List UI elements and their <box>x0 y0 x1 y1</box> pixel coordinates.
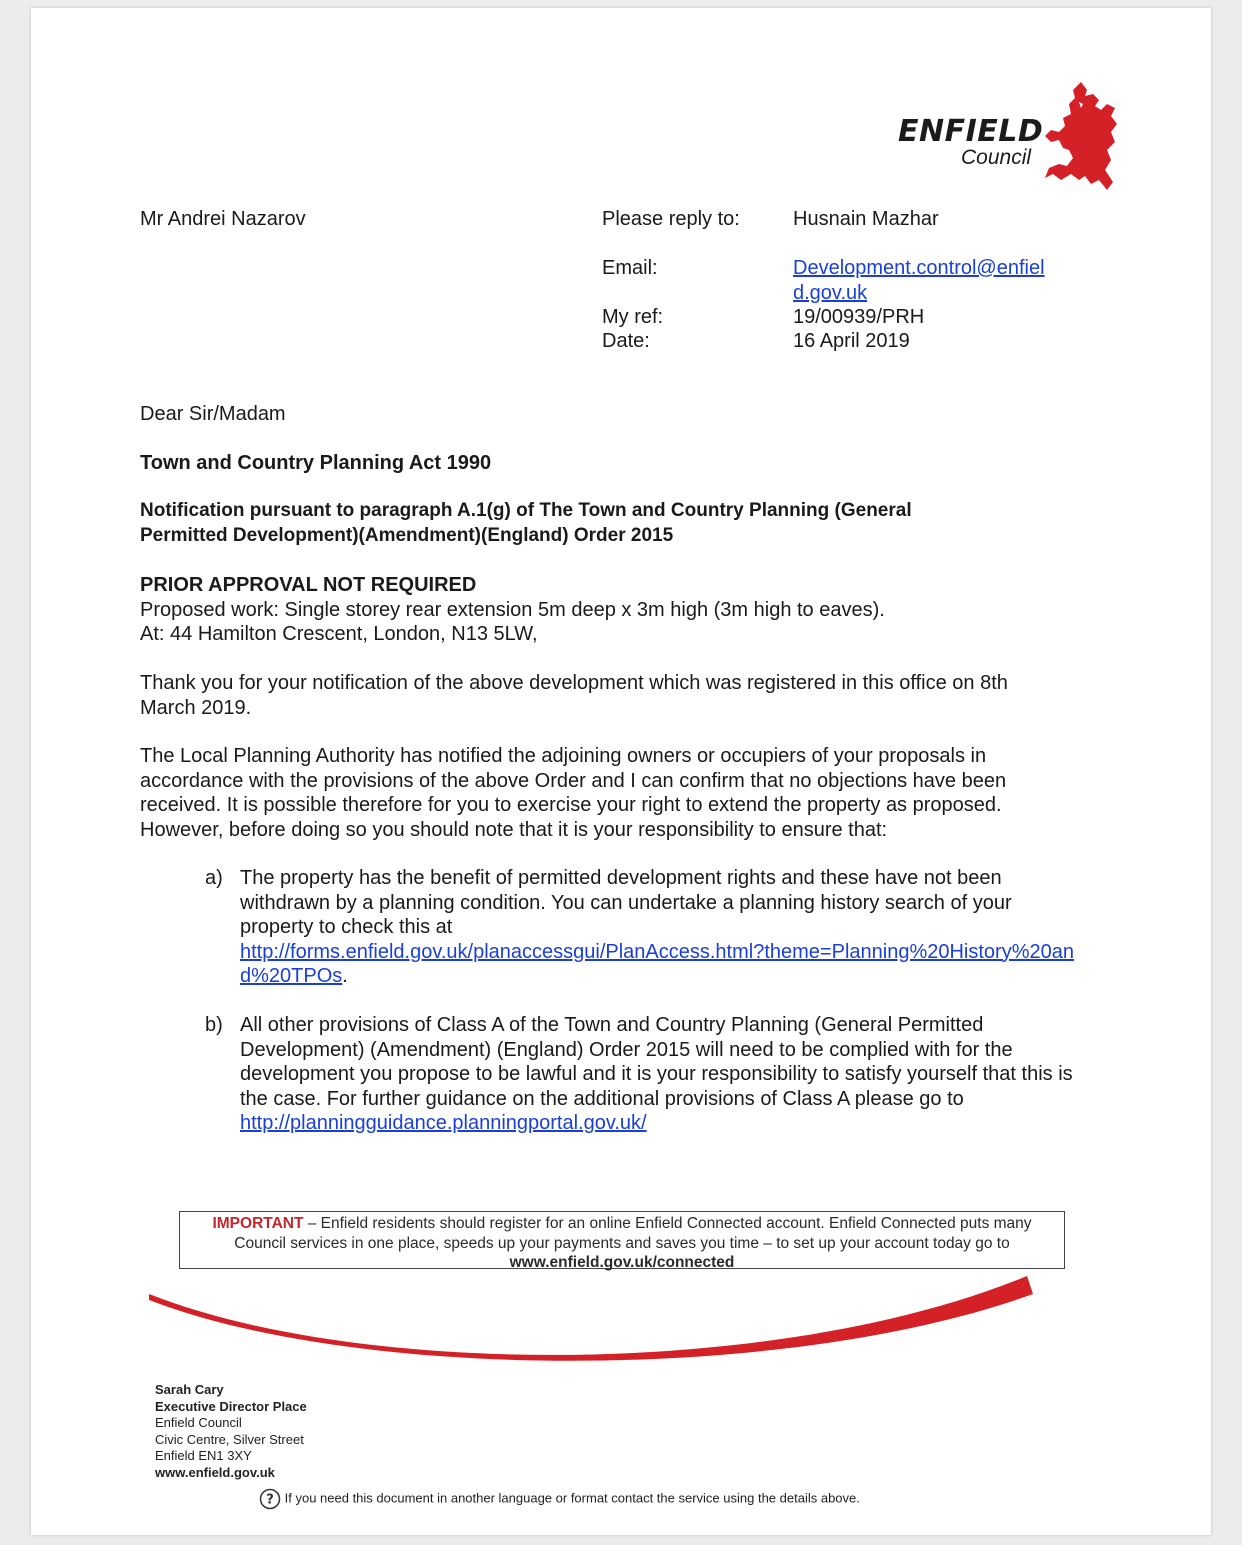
recipient-name: Mr Andrei Nazarov <box>140 208 306 230</box>
ref-label: My ref: <box>602 306 664 328</box>
list-line: property to check this at <box>240 916 453 938</box>
list-line: The property has the benefit of permitted development rights and these have not been <box>240 867 1002 889</box>
heading-notification <box>140 499 912 548</box>
svg-text:?: ? <box>266 1492 274 1508</box>
footer-role: Executive Director Place <box>155 1398 307 1414</box>
decision-work: Proposed work: Single storey rear extension 5m deep x 3m high (3m high to eaves). <box>140 598 885 621</box>
paragraph-authority <box>140 744 1006 842</box>
footer-help <box>259 1488 860 1510</box>
list-marker-a: a) <box>205 867 223 889</box>
planning-portal-link[interactable]: http://planningguidance.planningportal.gov.uk/ <box>240 1112 647 1134</box>
footer-name: Sarah Cary <box>155 1382 224 1397</box>
paragraph-line: The Local Planning Authority has notified the adjoining owners or occupiers of your proposals in <box>140 745 987 767</box>
decision-title: PRIOR APPROVAL NOT REQUIRED <box>140 574 477 596</box>
important-notice <box>179 1211 1065 1269</box>
email-link[interactable] <box>793 256 1045 305</box>
important-word: IMPORTANT <box>212 1215 304 1232</box>
date-value: 16 April 2019 <box>793 330 910 352</box>
important-line1 <box>180 1214 1064 1234</box>
logo-sub: Council <box>961 146 1032 169</box>
email-link-line2[interactable]: d.gov.uk <box>793 281 868 304</box>
heading-act: Town and Country Planning Act 1990 <box>140 452 492 474</box>
footer-help-text: If you need this document in another language or format contact the service using the details above. <box>284 1490 860 1506</box>
connected-link[interactable]: www.enfield.gov.uk/connected <box>509 1254 735 1271</box>
important-line2: Council services in one place, speeds up your payments and saves you time – to set up your account today go to <box>234 1234 1010 1252</box>
paragraph-line: However, before doing so you should note that it is your responsibility to ensure that: <box>140 818 888 841</box>
letter-page <box>31 8 1211 1535</box>
footer-web[interactable]: www.enfield.gov.uk <box>155 1465 275 1480</box>
paragraph-line: received. It is possible therefore for you to exercise your right to extend the property as proposed. <box>140 794 1002 816</box>
reply-label: Please reply to: <box>602 208 740 230</box>
salutation: Dear Sir/Madam <box>140 403 286 425</box>
email-link-line1[interactable]: Development.control@enfiel <box>793 257 1045 279</box>
heading-notification-line2: Permitted Development)(Amendment)(England) Order 2015 <box>140 524 674 546</box>
paragraph-line: accordance with the provisions of the above Order and I can confirm that no objections have been <box>140 769 1007 792</box>
footer-address <box>155 1382 307 1465</box>
list-line: Development) (Amendment) (England) Order 2015 will need to be complied with for the <box>240 1038 1013 1061</box>
footer-addr1: Civic Centre, Silver Street <box>155 1431 304 1447</box>
swoosh-graphic <box>141 1270 1041 1380</box>
dragon-icon <box>1041 80 1121 192</box>
question-icon <box>259 1488 281 1510</box>
list-item-b <box>205 1013 1135 1136</box>
decision-block <box>140 573 885 647</box>
decision-address: At: 44 Hamilton Crescent, London, N13 5LW, <box>140 623 538 645</box>
date-label: Date: <box>602 330 650 352</box>
paragraph-thanks <box>140 671 1008 720</box>
list-line-tail: . <box>342 965 348 987</box>
important-line1-rest: – Enfield residents should register for an online Enfield Connected account. Enfield Connected puts many <box>303 1215 1032 1232</box>
list-marker-b: b) <box>205 1014 223 1036</box>
list-line: the case. For further guidance on the additional provisions of Class A please go to <box>240 1087 964 1110</box>
list-line: development you propose to be lawful and it is your responsibility to satisfy yourself that this is <box>240 1063 1073 1085</box>
list-item-a <box>205 866 1135 989</box>
reply-value: Husnain Mazhar <box>793 208 939 230</box>
ref-value: 19/00939/PRH <box>793 306 925 328</box>
paragraph-line: Thank you for your notification of the above development which was registered in this office on 8th <box>140 672 1008 694</box>
email-label: Email: <box>602 257 658 279</box>
heading-notification-line1: Notification pursuant to paragraph A.1(g) of The Town and Country Planning (General <box>140 500 912 521</box>
logo-name: ENFIELD <box>898 114 1044 149</box>
list-line: withdrawn by a planning condition. You can undertake a planning history search of your <box>240 891 1012 914</box>
paragraph-line: March 2019. <box>140 696 252 719</box>
list-line: All other provisions of Class A of the Town and Country Planning (General Permitted <box>240 1014 984 1036</box>
footer-org: Enfield Council <box>155 1415 242 1430</box>
footer-addr2: Enfield EN1 3XY <box>155 1448 252 1463</box>
planning-history-link-line2[interactable]: d%20TPOs <box>240 965 343 987</box>
planning-history-link-line1[interactable]: http://forms.enfield.gov.uk/planaccessgui/PlanAccess.html?theme=Planning%20History%20an <box>240 940 1074 963</box>
